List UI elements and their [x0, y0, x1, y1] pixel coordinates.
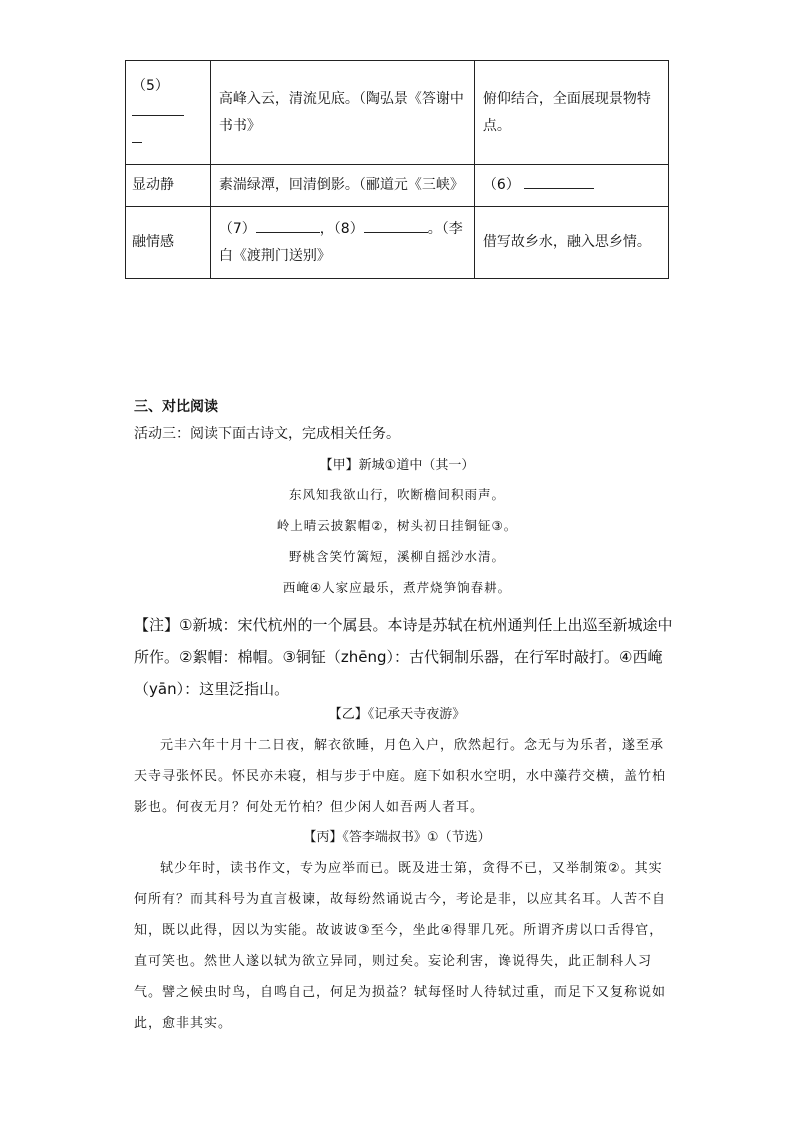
answer-blank-6[interactable]: [524, 174, 594, 189]
poem-notes: 【注】①新城：宋代杭州的一个属县。本诗是苏轼在杭州通判任上出巡至新城途中所作。②絮帽：棉帽。③铜钲（zhēng）：古代铜制乐器，在行军时敲打。④西崦（yān）：这里泛指山。: [134, 616, 673, 698]
text-yi-title: 【乙】《记承天寺夜游》: [328, 707, 466, 722]
text-yi-paragraph: 元丰六年十月十二日夜，解衣欲睡，月色入户，欣然起行。念无与为乐者，遂至承天寺寻张怀民。怀民亦未寝，相与步于中庭。庭下如积水空明，水中藻荇交横，盖竹柏影也。何夜无月？何处无竹柏？但少闲人如吾两人者耳。: [134, 738, 667, 815]
quote-cell: 素湍绿潭，回清倒影。（郦道元《三峡》: [210, 165, 474, 207]
blank-6-label: （6）: [482, 177, 520, 194]
feature-cell: [474, 165, 668, 207]
text-bing-body: [134, 853, 668, 1039]
quote-tail: 。（李白《渡荆门送别》: [218, 220, 463, 264]
row-label: [126, 61, 211, 165]
feature-cell: 借写故乡水，融入思乡情。: [474, 207, 668, 279]
answer-blank-8[interactable]: [364, 218, 428, 233]
poem-line: 东风知我欲山行，吹断檐间积雨声。: [288, 487, 505, 502]
quote-cell: [210, 207, 474, 279]
text-bing-paragraph: 轼少年时，读书作文，专为应举而已。既及进士第，贪得不已，又举制策②。其实何所有？而其科号为直言极谏，故每纷然诵说古今，考论是非，以应其名耳。人苦不自知，既以此得，因以为实能。故诐诐③至今，坐此④得罪几死。所谓齐虏以口舌得官，直可笑也。然世人遂以轼为欲立异同，则过矣。妄论利害，谗说得失，此正制科人习气。譬之候虫时鸟，自鸣自己，何足为损益？轼每怪时人待轼过重，而足下又复称说如此，愈非其实。: [134, 861, 667, 1031]
blank-7-label: （7）: [218, 220, 256, 237]
scenery-table: [125, 60, 669, 279]
table-row: [126, 61, 669, 165]
poem-line: 野桃含笑竹篱短，溪柳自摇沙水清。: [288, 549, 505, 564]
answer-blank-5-cont: [132, 132, 142, 143]
text-yi-body: [134, 730, 668, 823]
quote-cell: 高峰入云，清流见底。（陶弘景《答谢中书书》: [210, 61, 474, 165]
section-heading: 三、对比阅读: [134, 399, 218, 415]
row-label: 显动静: [126, 165, 211, 207]
text-bing-title: 【丙】《答李端叔书》①（节选）: [303, 830, 491, 845]
poem-line: 西崦④人家应最乐，煮芹烧笋饷春耕。: [282, 580, 512, 595]
blank-5-label: （5）: [132, 77, 169, 94]
poem-title: 【甲】新城①道中（其一）: [319, 458, 475, 473]
separator-text: ，: [319, 220, 334, 237]
poem-line: 岭上晴云披絮帽②，树头初日挂铜钲③。: [276, 518, 518, 533]
answer-blank-5[interactable]: [132, 101, 184, 116]
answer-blank-7[interactable]: [256, 218, 320, 233]
feature-cell: 俯仰结合，全面展现景物特点。: [474, 61, 668, 165]
table-row: [126, 207, 669, 279]
activity-instruction: 活动三：阅读下面古诗文，完成相关任务。: [134, 426, 400, 442]
blank-8-label: （8）: [333, 220, 364, 237]
table-row: [126, 165, 669, 207]
row-label: 融情感: [126, 207, 211, 279]
